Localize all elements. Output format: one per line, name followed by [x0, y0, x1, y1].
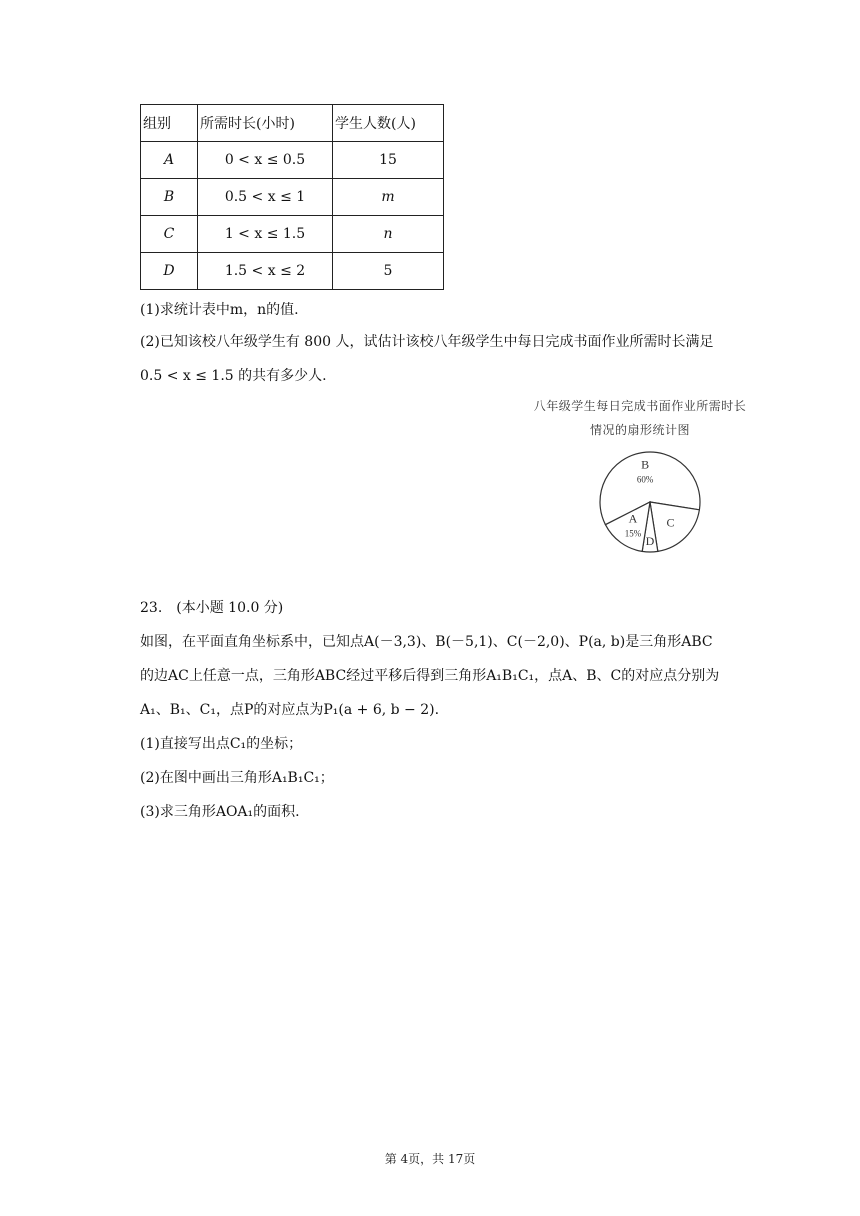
pie-label-D: D: [645, 534, 655, 548]
pie-slice-C: [650, 502, 699, 551]
pie-percent-B: 60%: [636, 474, 654, 485]
question-23-sub-1: (1)直接写出点C₁的坐标；: [140, 736, 303, 752]
question-23-sub-2: (2)在图中画出三角形A₁B₁C₁；: [140, 770, 334, 786]
pie-percent-A: 15%: [624, 528, 642, 539]
header-duration: 所需时长(小时): [198, 105, 333, 142]
cell-count: 15: [333, 142, 444, 179]
question-23-body-line-3: A₁、B₁、C₁，点P的对应点为P₁(a + 6, b − 2).: [140, 702, 440, 718]
question-23-header: 23. (本小题 10.0 分): [140, 600, 284, 616]
cell-range: 0 < x ≤ 0.5: [198, 142, 333, 179]
question-23-body-line-2: 的边AC上任意一点，三角形ABC经过平移后得到三角形A₁B₁C₁，点A、B、C的对应点分别为: [140, 668, 720, 684]
table-row: [141, 216, 444, 253]
chart-subtitle: 情况的扇形统计图: [589, 423, 690, 437]
pie-label-A: A: [628, 511, 638, 526]
chart-title: 八年级学生每日完成书面作业所需时长: [533, 399, 747, 413]
header-count: 学生人数(人): [333, 105, 444, 142]
question-22-part-1: (1)求统计表中m，n的值.: [140, 302, 299, 318]
question-22-part-2-cont: 0.5 < x ≤ 1.5 的共有多少人.: [140, 368, 327, 384]
table-row: [141, 179, 444, 216]
cell-group: C: [141, 216, 198, 253]
cell-group: B: [141, 179, 198, 216]
pie-chart: [590, 450, 710, 560]
cell-count: n: [333, 216, 444, 253]
pie-label-B: B: [641, 457, 650, 472]
question-23-sub-3: (3)求三角形AOA₁的面积.: [140, 804, 300, 820]
cell-range: 1.5 < x ≤ 2: [198, 253, 333, 290]
cell-group: A: [141, 142, 198, 179]
statistics-table: [140, 104, 444, 290]
cell-range: 0.5 < x ≤ 1: [198, 179, 333, 216]
table-row: [141, 253, 444, 290]
question-22-part-2: (2)已知该校八年级学生有 800 人，试估计该校八年级学生中每日完成书面作业所需时长满足: [140, 334, 714, 350]
question-23-body-line-1: 如图，在平面直角坐标系中，已知点A(－3,3)、B(－5,1)、C(－2,0)、P(a, b)是三角形ABC: [140, 634, 713, 650]
cell-range: 1 < x ≤ 1.5: [198, 216, 333, 253]
pie-label-C: C: [666, 515, 675, 530]
page-footer: 第 4页，共 17页: [384, 1152, 476, 1166]
header-group: 组别: [141, 105, 198, 142]
cell-group: D: [141, 253, 198, 290]
table-row: [141, 142, 444, 179]
cell-count: 5: [333, 253, 444, 290]
table-header-row: [141, 105, 444, 142]
cell-count: m: [333, 179, 444, 216]
